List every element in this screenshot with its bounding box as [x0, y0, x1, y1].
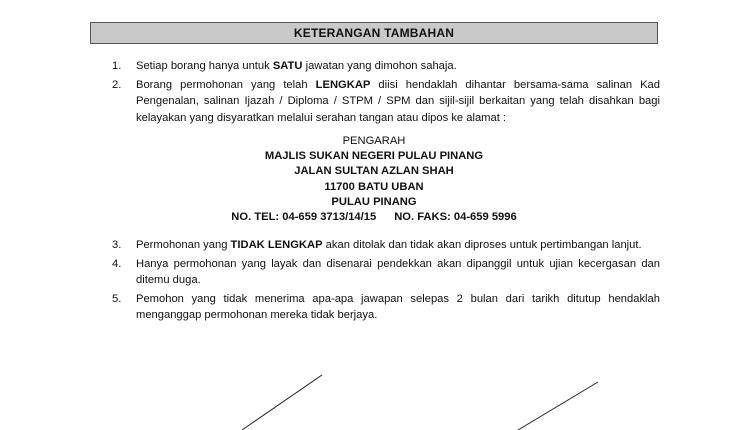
- diagonal-line-right: [518, 382, 598, 430]
- address-organisation: MAJLIS SUKAN NEGERI PULAU PINANG: [264, 150, 484, 163]
- item-text: Setiap borang hanya untuk SATU jawatan yang dimohon sahaja.: [136, 60, 457, 72]
- diagonal-line-left: [242, 375, 322, 430]
- address-recipient: PENGARAH: [342, 135, 406, 147]
- item-text: Permohonan yang TIDAK LENGKAP akan ditolak dan tidak akan diproses untuk pertimbangan lanjut.: [136, 239, 642, 251]
- item-number: 2.: [112, 78, 122, 91]
- item-number: 4.: [112, 257, 122, 270]
- item-text: Borang permohonan yang telah LENGKAP diisi hendaklah dihantar bersama-sama salinan Kad Pengenalan, salinan Ijazah / Diploma / STPM / SPM dan sijil-sijil berkaitan yang telah disahkan bagi kelayakan yang disyaratkan melalui serahan tangan atau dipos ke alamat :: [136, 78, 661, 124]
- item-text: Hanya permohonan yang layak dan disenarai pendekkan akan dipanggil untuk ujian kecergasan dan ditemu duga.: [136, 257, 660, 286]
- item-number: 1.: [112, 60, 122, 72]
- item-number: 5.: [112, 292, 122, 305]
- item-number: 3.: [112, 239, 122, 251]
- address-state: PULAU PINANG: [331, 195, 417, 208]
- telephone-number: NO. TEL: 04-659 3713/14/15: [231, 211, 377, 224]
- address-postcode-city: 11700 BATU UBAN: [324, 180, 424, 193]
- address-street: JALAN SULTAN AZLAN SHAH: [294, 165, 454, 178]
- section-title: KETERANGAN TAMBAHAN: [293, 26, 455, 40]
- item-text: Pemohon yang tidak menerima apa-apa jawapan selepas 2 bulan dari tarikh ditutup hendaklah menganggap permohonan mereka tidak berjaya.: [136, 292, 660, 321]
- fax-number: NO. FAKS: 04-659 5996: [394, 211, 517, 224]
